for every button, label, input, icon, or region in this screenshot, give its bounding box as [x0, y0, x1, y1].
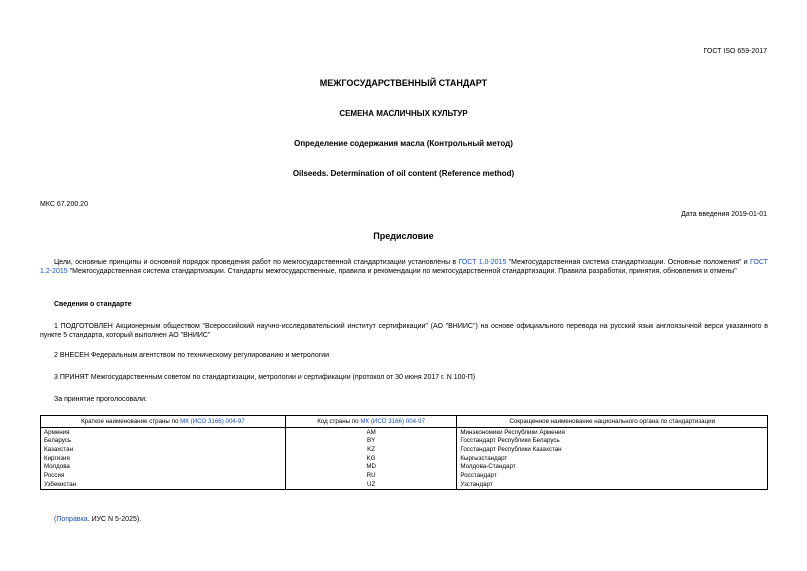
header-code-text: Код страны по — [317, 417, 361, 425]
body-cell: Кыргызстандарт — [457, 454, 768, 463]
intro-text-3: "Межгосударственная система стандартизации. Стандарты межгосударственные, правила и рекомендации по межгосударственной стандартизации. Правила разработки, принятия, обновления и отмены" — [67, 268, 737, 276]
intro-text-1: Цели, основные принципы и основной порядок проведения работ по межгосударственной стандартизации установлены в — [54, 259, 459, 266]
body-cell: Госстандарт Республики Беларусь — [457, 437, 768, 446]
header-country-name — [41, 416, 286, 428]
header-country-text: Краткое наименование страны по — [81, 417, 181, 425]
table-row — [41, 437, 768, 446]
amendment-link[interactable]: Поправка — [56, 516, 88, 523]
header-country-code — [285, 416, 457, 428]
item-prepared: 1 ПОДГОТОВЛЕН Акционерным обществом "Всероссийский научно-исследовательский институт сертификации" (АО "ВНИИС") на основе официального перевода на русский язык англоязычной верси указанного в пункте 5 стандарта, который выполнен АО "ВНИИС" — [40, 323, 768, 340]
item-submitted: 2 ВНЕСЕН Федеральным агентством по техническому регулированию и метрологии — [54, 352, 330, 359]
table-header-row — [41, 416, 768, 428]
code-cell: BY — [285, 437, 457, 446]
intro-text-2: "Межгосударственная система стандартизации. Основные положения" и — [506, 259, 751, 266]
country-cell: Молдова — [41, 463, 286, 472]
intro-paragraph — [40, 258, 768, 276]
subtitle-russian: Определение содержания масла (Контрольный метод) — [294, 139, 513, 148]
table-row — [41, 454, 768, 463]
body-cell: Росстандарт — [457, 471, 768, 480]
country-cell: Россия — [41, 471, 286, 480]
title-english: Oilseeds. Determination of oil content (Reference method) — [292, 169, 515, 178]
code-cell: KG — [285, 454, 457, 463]
amendment-note — [54, 515, 141, 524]
country-cell: Киргизия — [41, 454, 286, 463]
voted-label: За принятие проголосовали: — [54, 396, 147, 403]
code-cell: AM — [285, 428, 457, 437]
mk-iso-link[interactable]: МК (ИСО 3166) 004-97 — [360, 417, 426, 425]
country-cell: Беларусь — [41, 437, 286, 446]
body-cell: Молдова-Стандарт — [457, 463, 768, 472]
code-cell: UZ — [285, 480, 457, 489]
voting-countries-table — [40, 415, 768, 490]
amendment-text: . ИУС N 5-2025). — [87, 516, 142, 523]
effective-date: Дата введения 2019-01-01 — [681, 211, 767, 218]
table-row — [41, 428, 768, 437]
gost-1-0-link[interactable]: ГОСТ 1.0-2015 — [458, 259, 507, 266]
mk-iso-link[interactable]: МК (ИСО 3166) 004-97 — [180, 417, 245, 425]
preface-title: Предисловие — [373, 231, 434, 241]
code-cell: RU — [285, 471, 457, 480]
gost-1-2-link[interactable]: ГОСТ 1.2-2015 — [40, 259, 768, 276]
country-cell: Узбекистан — [41, 480, 286, 489]
mks-code: МКС 67.200.20 — [40, 201, 88, 208]
body-cell: Минэкономики Республики Армения — [457, 428, 768, 437]
document-code: ГОСТ ISO 659-2017 — [703, 48, 767, 55]
about-standard-heading: Сведения о стандарте — [54, 301, 132, 308]
body-cell: Узстандарт — [457, 480, 768, 489]
code-cell: MD — [285, 463, 457, 472]
body-cell: Госстандарт Республики Казахстан — [457, 445, 768, 454]
table-row — [41, 480, 768, 489]
country-cell: Армения — [41, 428, 286, 437]
item-adopted: 3 ПРИНЯТ Межгосударственным советом по стандартизации, метрологии и сертификации (протокол от 30 июня 2017 г. N 100-П) — [54, 374, 476, 381]
code-cell: KZ — [285, 445, 457, 454]
amendment-open-paren: ( — [54, 516, 57, 523]
country-cell: Казахстан — [41, 445, 286, 454]
header-standards-body: Сокращенное наименование национального органа по стандартизации — [457, 416, 768, 428]
standard-heading: МЕЖГОСУДАРСТВЕННЫЙ СТАНДАРТ — [319, 78, 488, 88]
title-russian: СЕМЕНА МАСЛИЧНЫХ КУЛЬТУР — [339, 109, 468, 118]
table-row — [41, 445, 768, 454]
table-row — [41, 463, 768, 472]
table-row — [41, 471, 768, 480]
